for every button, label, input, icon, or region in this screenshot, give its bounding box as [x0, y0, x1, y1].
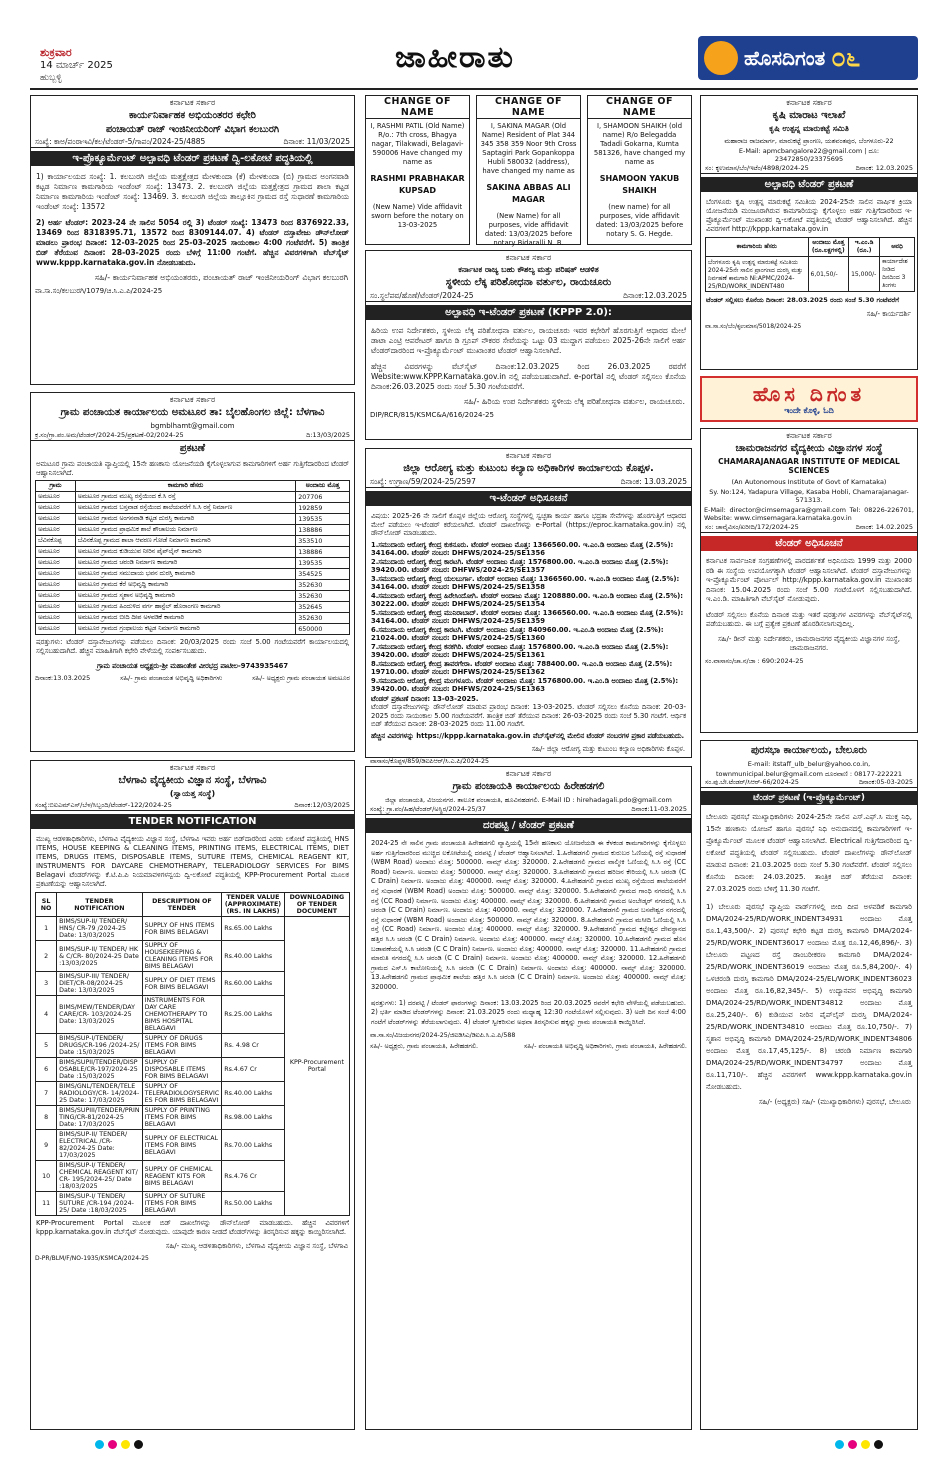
contact: E-Mail: apmcbangalore22@gmail.com | ದೂ: 23472850/23375695 [738, 147, 880, 163]
signature: ಸಹಿ/- ಜಿಲ್ಲಾ ಆರೋಗ್ಯ ಮತ್ತು ಕುಟುಂಬ ಕಲ್ಯಾಣ ಅಧಿಕಾರಿಗಳು ಕೊಪ್ಪಳ. [531, 745, 685, 753]
office-name: ಕರ್ನಾಟಕ ರಾಜ್ಯ ಬಹು ಕೌಶಲ್ಯ ಮತ್ತು ಪರಿಷತ್ ಆಡಳಿತ [458, 265, 599, 274]
govt-label: ಕರ್ನಾಟಕ ಸರ್ಕಾರ [505, 451, 552, 460]
cell: BIMS/SUP-II/ TENDER/ ELECTRICAL /CR- 82/2024-25 Date: 17/03/2025 [57, 1130, 142, 1161]
contact: ಗ್ರಾಮ ಪಂಚಾಯತ ಅಧ್ಯಕ್ಷರು-ಶ್ರೀ ಮಹಾಂತೇಶ ವೀರಭದ್ರ ಪಾಟೀಲ-9743935467 [96, 662, 289, 670]
cn-body: I, SHAMOON SHAIKH (old name) R/o Belegadda Tadadi Gokarna, Kumta 581326, have changed my name as [593, 122, 686, 166]
page-number: ೦೬ [831, 42, 861, 73]
ad-krishi [700, 95, 918, 370]
cell: BIMS/SUP-I/TENDER/ DRUGS/CR-196 /2024-25/ Date :15/03/2025 [57, 1034, 142, 1058]
cell: 650000 [296, 624, 350, 635]
cell: SUPPLY OF CHEMICAL REAGENT KITS FOR BIMS BELAGAVI [142, 1161, 222, 1192]
cell: ಅಮಟೂರ ಗ್ರಾಮದ ಪ್ರಾಥಮಿಕ ಶಾಲೆ ಶೌಚಾಲಯ ನಿರ್ಮಾಣ [75, 525, 296, 536]
footer-code: ವಾಸಾಸಂ/ಕೊಪ್ಪಳ/859/ಡಿಐಪಿಆರ್/ಸಿ.ಎ.ಪಿ/2024-25 [370, 758, 489, 765]
cn-tail: (New Name) for all purposes, vide affidavit dated: 13/03/2025 before notary Bidaralli N. B. [484, 212, 573, 247]
tender-item: 2.ಸಮುದಾಯ ಆರೋಗ್ಯ ಕೇಂದ್ರ ಕಾರಟಗಿ. ಟೆಂಡರ್ ಅಂದಾಜು ಮೊತ್ತ: 1576800.00. ಇ.ಎಂ.ಡಿ ಅಂದಾಜು ಮೊತ್ತ (2.5%): 39420.00. ಟೆಂಡರ್ ನಂಬರ: DHFWS/2024-25/SE1357 [371, 557, 669, 574]
table-row [36, 525, 350, 536]
header-date: 14 ಮಾರ್ಚ್ 2025 [40, 60, 113, 71]
office-name: ಕೃಷಿ ಮಾರಾಟ ಇಲಾಖೆ [772, 110, 846, 121]
table-row [36, 917, 350, 941]
ref-date: ದಿನಾಂಕ: 14.02.2025 [855, 523, 913, 531]
tender-item: 5.ಸಮುದಾಯ ಆರೋಗ್ಯ ಕೇಂದ್ರ ಮುನಿರಾಬಾದ್. ಟೆಂಡರ್ ಅಂದಾಜು ಮೊತ್ತ: 1366560.00. ಇ.ಎಂ.ಡಿ ಅಂದಾಜು ಮೊತ್ತ (2.5%): 34164.00. ಟೆಂಡರ್ ನಂಬರ: DHFWS/2024-25/SE1359 [371, 608, 684, 625]
cyan-dot-icon [95, 1440, 104, 1449]
cell: ಅಮಟೂರ ಗ್ರಾಮದ ಬೀದಿ ದೀಪ ಅಳವಡಿಕೆ ಕಾಮಗಾರಿ [75, 613, 296, 624]
works-list: 1) ಬೇಲೂರು ಪುರಸಭೆ ವ್ಯಾಪ್ತಿಯ ವಾರ್ಡ್‌ಗಳಲ್ಲಿ ಬೀದಿ ದೀಪ ಅಳವಡಿಕೆ ಕಾಮಗಾರಿ DMA/2024-25/RD/WORK_INDENT34931 ಅಂದಾಜು ಮೊತ್ತ ರೂ.1,43,500/-. 2) ಪುರಸಭೆ ಕಛೇರಿ ಕಟ್ಟಡ ದುರಸ್ತಿ ಕಾಮಗಾರಿ DMA/2024-25/RD/WORK_INDENT36017 ಅಂದಾಜು ಮೊತ್ತ ರೂ.12,46,896/-. 3) ಬೇಲೂರು ಪಟ್ಟಣದ ರಸ್ತೆ ಡಾಂಬರೀಕರಣ ಕಾಮಗಾರಿ DMA/2024-25/RD/WORK_INDENT36019 ಅಂದಾಜು ಮೊತ್ತ ರೂ.5,84,200/-. 4) ಒಳಚರಂಡಿ ದುರಸ್ತಿ ಕಾಮಗಾರಿ DMA/2024-25/EL/WORK_INDENT36023 ಅಂದಾಜು ಮೊತ್ತ ರೂ.16,82,345/-. 5) ಉದ್ಯಾನವನ ಅಭಿವೃದ್ಧಿ ಕಾಮಗಾರಿ DMA/2024-25/RD/WORK_INDENT34812 ಅಂದಾಜು ಮೊತ್ತ ರೂ.25,240/-. 6) ಕುಡಿಯುವ ನೀರಿನ ಪೈಪ್‌ಲೈನ್ ದುರಸ್ತಿ DMA/2024-25/RD/WORK_INDENT34810 ಅಂದಾಜು ಮೊತ್ತ ರೂ.10,750/-. 7) ಸ್ಮಶಾನ ಅಭಿವೃದ್ಧಿ ಕಾಮಗಾರಿ DMA/2024-25/RD/WORK_INDENT34806 ಅಂದಾಜು ಮೊತ್ತ ರೂ.17,45,125/-. 8) ಚರಂಡಿ ನಿರ್ಮಾಣ ಕಾಮಗಾರಿ DMA/2024-25/RD/WORK_INDENT34797 ಅಂದಾಜು ಮೊತ್ತ ರೂ.11,710/-. ಹೆಚ್ಚಿನ ವಿವರಗಳಿಗೆ www.kppp.karnataka.gov.in ನೋಡಬಹುದು. [706, 903, 912, 1091]
cell: ಬೆವಿನಕೊಪ್ಪ [36, 536, 76, 547]
ad-hirehadagali [365, 766, 692, 1430]
ref-line [366, 477, 691, 488]
ref-number: ಸಂ.ಪು.ಬೇ.ಟೆಂಡರ್/ಸಿಆರ್-66/2024-25 [705, 779, 799, 786]
cell: 352630 [296, 591, 350, 602]
footer-code: ವಾ.ಸಾ.ಸಂ/ವಿಜಯನಗರ/2024-25/ಜಿಐಡಿಸಿಎ/ಡಿಐಪಿ.ಸಿ.ಎ.ಪಿ/588 [370, 1032, 516, 1040]
cell: SUPPLY OF ELECTRICAL ITEMS FOR BIMS BELAGAVI [142, 1130, 222, 1161]
sub-title: (An Autonomous Institute of Govt of Karnataka) [731, 478, 887, 486]
col-header: ಅಂದಾಜು ಮೊತ್ತ [296, 481, 350, 492]
cell: 352630 [296, 580, 350, 591]
table-row [36, 613, 350, 624]
table-row [36, 624, 350, 635]
table-row [706, 257, 915, 292]
cyan-dot-icon [835, 1440, 844, 1449]
cell: SUPPLY OF HNS ITEMS FOR BIMS BELAGAVI [142, 917, 222, 941]
office-name: ಗ್ರಾಮ ಪಂಚಾಯತ ಕಾರ್ಯಾಲಯ ಅಮಟೂರ ತಾ: ಬೈಲಹೊಂಗಲ ಜಿಲ್ಲೆ: ಬೆಳಗಾವಿ [60, 407, 325, 418]
notice-title: ದರಪಟ್ಟಿ / ಟೆಂಡರ್ ಪ್ರಕಟಣೆ [366, 818, 691, 833]
cell: ಅಮಟೂರ ಗ್ರಾಮದ ಬಸ್ತವಾಡ ರಸ್ತೆಯಿಂದ ಶಾಲೆಯವರೆಗೆ ಸಿ.ಸಿ ರಸ್ತೆ ನಿರ್ಮಾಣ [75, 503, 296, 514]
col-header: ಅಂದಾಜು ಮೊತ್ತ (ರೂ.ಲಕ್ಷಗಳಲ್ಲಿ) [808, 238, 849, 257]
header-day: ಶುಕ್ರವಾರ [40, 46, 72, 59]
ad-kalaburagi [30, 95, 355, 385]
table-row [36, 503, 350, 514]
cell: SUPPLY OF SUTURE ITEMS FOR BIMS BELAGAVI [142, 1192, 222, 1216]
cell: 15,000/- [849, 257, 880, 292]
website: ಹೆಚ್ಚಿನ ವಿವರಗಳನ್ನು https://kppp.karnataka.gov.in ವೆಬ್‌ಸೈಟ್‌ನಲ್ಲಿ ಮೇಲಿನ ಟೆಂಡರ್ ನಂಬರಗಳ ಪ್ರಕಾರ ಪಡೆಯಬಹುದು. [371, 731, 685, 740]
cell: 5 [36, 1034, 57, 1058]
cell: Rs.98.00 Lakhs [222, 1106, 285, 1130]
office-name-kn: ಚಾಮರಾಜನಗರ ವೈದ್ಯಕೀಯ ವಿಜ್ಞಾನಗಳ ಸಂಸ್ಥೆ [735, 443, 883, 454]
tender-item: 4.ಸಮುದಾಯ ಆರೋಗ್ಯ ಕೇಂದ್ರ ಹಿರೇಸಿಂದೋಗಿ. ಟೆಂಡರ್ ಅಂದಾಜು ಮೊತ್ತ: 1208880.00. ಇ.ಎಂ.ಡಿ ಅಂದಾಜು ಮೊತ್ತ (2.5%): 30222.00. ಟೆಂಡರ್ ನಂಬರ: DHFWS/2024-25/SE1354 [371, 591, 683, 608]
cn-title: CHANGE OF NAME [477, 96, 580, 119]
cell: ಅಮಟೂರ [36, 503, 76, 514]
ref-number: ಸಂಖ್ಯೆ: ಕಾಅ/ಪಂರಾಇವಿ/ಕಲ/ಟೆಂಡರ್-5/ಗಾಪಂ/2024-25/4885 [35, 137, 206, 146]
ad-belur [700, 740, 918, 1430]
cell: SUPPLY OF DISPOSABLE ITEMS FOR BIMS BELAGAVI [142, 1058, 222, 1082]
email-2: townmunicipal.belur@gmail.com ದೂರವಾಣಿ : 08177-222221 [715, 770, 902, 778]
cell: Rs.4.67 Cr [222, 1058, 285, 1082]
sub-title: (ಸ್ವಾಯತ್ತ ಸಂಸ್ಥೆ) [169, 789, 216, 798]
black-dot-icon [134, 1440, 143, 1449]
cell: BIMS/SUP-II/ TENDER/ HK & C/CR- 80/2024-25 Date :13/03/2025 [57, 941, 142, 972]
ref-date: ದಿನಾಂಕ:11-03.2025 [631, 805, 687, 813]
govt-label: ಕರ್ನಾಟಕ ಸರ್ಕಾರ [169, 395, 216, 404]
cell: BIMS/SUP-I/ TENDER/ SUTURE /CR-194 /2024-25/ Date :18/03/2025 [57, 1192, 142, 1216]
dept-name: ಕೃಷಿ ಉತ್ಪನ್ನ ಮಾರುಕಟ್ಟೆ ಸಮಿತಿ [769, 124, 849, 133]
cell: 354525 [296, 569, 350, 580]
ref-line [701, 779, 917, 788]
cell: SUPPLY OF DIET ITEMS FOR BIMS BELAGAVI [142, 972, 222, 996]
table-header-row [36, 481, 350, 492]
notice-body: KPP-Procurement Portal ಮೂಲಕ ಬಿಡ್ ದಾಖಲೆಗಳನ್ನು ಡೌನ್‌ಲೋಡ್ ಮಾಡಬಹುದು. ಹೆಚ್ಚಿನ ವಿವರಗಳಿಗೆ kppp.karnataka.gov.in ವೆಬ್‌ಸೈಟ್ ನೋಡುವುದು. ಯಾವುದೇ ಕಾರಣ ನೀಡದೆ ಟೆಂಡರ್‌ಗಳನ್ನು ತಿರಸ್ಕರಿಸುವ ಹಕ್ಕನ್ನು ಕಾಯ್ದಿರಿಸಲಾಗಿದೆ. [36, 1219, 349, 1236]
cell: INSTRUMENTS FOR DAY CARE CHEMOTHERAPY TO BIMS HOSPITAL BELAGAVI [142, 996, 222, 1034]
promo-title: ಹೊಸ ದಿಗಂತ [752, 382, 866, 406]
ad-amatur [30, 392, 355, 752]
notice-body: 1) ಕಾರ್ಯಾಲಯದ ಸಂಖ್ಯೆ: 1. ಕಲಬುರಗಿ ಜಿಲ್ಲೆಯ ಮತ್ತಕ್ಷೇತ್ರದ ಮೇಳಕುಂದಾ (ಕೆ) ಮೇಳಕುಂದಾ (ಬಿ) ಗ್ರಾಮದ ಅಂಗನವಾಡಿ ಕಟ್ಟಡ ನಿರ್ಮಾಣ ಕಾಮಗಾರಿಯ ಇಂಡೆಂಟ್ ಸಂಖ್ಯೆ: 13473. 2. ಕಲಬುರಗಿ ಜಿಲ್ಲೆಯ ಮತ್ತಕ್ಷೇತ್ರದ ಗ್ರಾಮದ ಶಾಲಾ ಕಟ್ಟಡ ನಿರ್ಮಾಣ ಕಾಮಗಾರಿಯ ಇಂಡೆಂಟ್ ಸಂಖ್ಯೆ: 13469. 3. ಕಲಬುರಗಿ ಜಿಲ್ಲೆಯ ತಾಲ್ಲೂಕಿನ ಗ್ರಾಮದ ರಸ್ತೆ ಸುಧಾರಣೆ ಕಾಮಗಾರಿಯ ಇಂಡೆಂಟ್ ಸಂಖ್ಯೆ: 13572 [36, 172, 349, 211]
cell: 139535 [296, 558, 350, 569]
footer-code: DIP/RCR/815/KSMC&A/616/2024-25 [370, 411, 494, 419]
cell: ಅಮಟೂರ ಗ್ರಾಮದ ಮುಖ್ಯ ರಸ್ತೆಯಿಂದ ಕೆ.ಸಿ ರಸ್ತೆ [75, 492, 296, 503]
govt-label: ಕರ್ನಾಟಕ ಸರ್ಕಾರ [505, 253, 552, 262]
sun-icon [704, 41, 738, 75]
notice-body: 2024-25 ನೇ ಸಾಲಿನ ಗ್ರಾಮ ಪಂಚಾಯತಿ ಹಿರೇಹಡಗಲಿ ವ್ಯಾಪ್ತಿಯಲ್ಲಿ 15ನೇ ಹಣಕಾಸು ಯೋಜನೆಯಡಿ ಈ ಕೆಳಕಂಡ ಕಾಮಗಾರಿಗಳನ್ನು ಕೈಗೊಳ್ಳಲು ಅರ್ಹ ಗುತ್ತಿಗೆದಾರರಿಂದ ಮುಚ್ಚಿದ ಲಕೋಟೆಯಲ್ಲಿ ದರಪಟ್ಟಿ / ಟೆಂಡರ್ ಆಹ್ವಾನಿಸಲಾಗಿದೆ. 1.ಹಿರೇಹಡಗಲಿ ಗ್ರಾಮದ ಕುರುಬರ ಓಣಿಯಲ್ಲಿ ರಸ್ತೆ ಸುಧಾರಣೆ (WBM Road) ಅಂದಾಜು ಮೊತ್ತ: 500000. ನಾಮ್ಸ್ ಮೊತ್ತ: 320000. 2.ಹಿರೇಹಡಗಲಿ ಗ್ರಾಮದ ವಾಲ್ಮೀಕಿ ಓಣಿಯಲ್ಲಿ ಸಿ.ಸಿ ರಸ್ತೆ (CC Road) ನಿರ್ಮಾಣ. ಅಂದಾಜು ಮೊತ್ತ: 500000. ನಾಮ್ಸ್ ಮೊತ್ತ: 320000. 3.ಹಿರೇಹಡಗಲಿ ಗ್ರಾಮದ ಹರಿಜನ ಕೇರಿಯಲ್ಲಿ ಸಿ.ಸಿ ಚರಂಡಿ (C C Drain) ನಿರ್ಮಾಣ. ಅಂದಾಜು ಮೊತ್ತ: 400000. ನಾಮ್ಸ್ ಮೊತ್ತ: 320000. 4.ಹಿರೇಹಡಗಲಿ ಗ್ರಾಮದ ಮುಖ್ಯ ರಸ್ತೆಯಿಂದ ಶಾಲೆಯವರೆಗೆ ರಸ್ತೆ ಸುಧಾರಣೆ (WBM Road) ಅಂದಾಜು ಮೊತ್ತ: 500000. ನಾಮ್ಸ್ ಮೊತ್ತ: 320000. 5.ಹಿರೇಹಡಗಲಿ ಗ್ರಾಮದ ಗಾಂಧಿ ನಗರದಲ್ಲಿ ಸಿ.ಸಿ ರಸ್ತೆ (CC Road) ನಿರ್ಮಾಣ. ಅಂದಾಜು ಮೊತ್ತ: 400000. ನಾಮ್ಸ್ ಮೊತ್ತ: 320000. 6.ಹಿರೇಹಡಗಲಿ ಗ್ರಾಮದ ಅಂಬೇಡ್ಕರ್ ನಗರದಲ್ಲಿ ಸಿ.ಸಿ ಚರಂಡಿ (C C Drain) ನಿರ್ಮಾಣ. ಅಂದಾಜು ಮೊತ್ತ: 400000. ನಾಮ್ಸ್ ಮೊತ್ತ: 320000. 7.ಹಿರೇಹಡಗಲಿ ಗ್ರಾಮದ ಬಸವೇಶ್ವರ ನಗರದಲ್ಲಿ ರಸ್ತೆ ಸುಧಾರಣೆ (WBM Road) ಅಂದಾಜು ಮೊತ್ತ: 500000. ನಾಮ್ಸ್ ಮೊತ್ತ: 320000. 8.ಹಿರೇಹಡಗಲಿ ಗ್ರಾಮದ ಮಸೀದಿ ಓಣಿಯಲ್ಲಿ ಸಿ.ಸಿ ರಸ್ತೆ (CC Road) ನಿರ್ಮಾಣ. ಅಂದಾಜು ಮೊತ್ತ: 400000. ನಾಮ್ಸ್ ಮೊತ್ತ: 320000. 9.ಹಿರೇಹಡಗಲಿ ಗ್ರಾಮದ ಕಲ್ಲೇಶ್ವರ ದೇವಸ್ಥಾನದ ಹತ್ತಿರ ಸಿ.ಸಿ ಚರಂಡಿ (C C Drain) ನಿರ್ಮಾಣ. ಅಂದಾಜು ಮೊತ್ತ: 400000. ನಾಮ್ಸ್ ಮೊತ್ತ: 320000. 10.ಹಿರೇಹಡಗಲಿ ಗ್ರಾಮದ ಹೊಸ ಬಡಾವಣೆಯಲ್ಲಿ ಸಿ.ಸಿ ಚರಂಡಿ (C C Drain) ನಿರ್ಮಾಣ. ಅಂದಾಜು ಮೊತ್ತ: 400000. ನಾಮ್ಸ್ ಮೊತ್ತ: 320000. 11.ಹಿರೇಹಡಗಲಿ ಗ್ರಾಮದ ಮಾರುತಿ ನಗರದಲ್ಲಿ ಸಿ.ಸಿ ಚರಂಡಿ (C C Drain) ನಿರ್ಮಾಣ. ಅಂದಾಜು ಮೊತ್ತ: 400000. ನಾಮ್ಸ್ ಮೊತ್ತ: 320000. 12.ಹಿರೇಹಡಗಲಿ ಗ್ರಾಮದ ಎಸ್.ಸಿ ಕಾಲೋನಿಯಲ್ಲಿ ಸಿ.ಸಿ ಚರಂಡಿ (C C Drain) ನಿರ್ಮಾಣ. ಅಂದಾಜು ಮೊತ್ತ: 400000. ನಾಮ್ಸ್ ಮೊತ್ತ: 320000. 13.ಹಿರೇಹಡಗಲಿ ಗ್ರಾಮದ ಪ್ರಾಥಮಿಕ ಶಾಲೆಯ ಹತ್ತಿರ ಸಿ.ಸಿ ಚರಂಡಿ (C C Drain) ನಿರ್ಮಾಣ. ಅಂದಾಜು ಮೊತ್ತ: 400000. ನಾಮ್ಸ್ ಮೊತ್ತ: 320000. [371, 839, 686, 991]
ref-line [31, 801, 354, 811]
header-city: ಹುಬ್ಬಳ್ಳಿ [40, 73, 62, 83]
yellow-dot-icon [121, 1440, 130, 1449]
cell: 9 [36, 1130, 57, 1161]
govt-label: ಕರ್ನಾಟಕ ಸರ್ಕಾರ [169, 763, 216, 772]
notice-title: ಪ್ರಕಟಣೆ [179, 443, 206, 454]
col-header: ಇ.ಎಂ.ಡಿ (ರೂ.) [849, 238, 880, 257]
cell: 6,01,50/- [808, 257, 849, 292]
ad-chamarajanagar [700, 428, 918, 733]
ref-number: ಸಂಖ್ಯೆ:ಬಿಐಎಮ್ಎಸ್/ಬೆಳ/ಸಿಬ್ಬಂದಿ/ಟೆಂಡರ್-122/2024-25 [35, 801, 172, 809]
col-header: ಕಾಮಗಾರಿ ಹೆಸರು [75, 481, 296, 492]
tender-table [35, 892, 350, 1216]
ref-line [701, 523, 917, 533]
ref-number: ಸಂಖ್ಯೆ: ಉಗ್ರಾಣ/59/2024-25/2597 [370, 477, 476, 486]
table-row [36, 536, 350, 547]
cell: Rs. 4.98 Cr [222, 1034, 285, 1058]
cn-body: I, RASHMI PATIL (Old Name) R/o.: 7th cross, Bhagya nagar, Tilakwadi, Belagavi- 590006 Have changed my name as [370, 122, 465, 166]
tender-item: 6.ಸಮುದಾಯ ಆರೋಗ್ಯ ಕೇಂದ್ರ ಕಾರಟಗಿ. ಟೆಂಡರ್ ಅಂದಾಜು ಮೊತ್ತ: 840960.00. ಇ.ಎಂ.ಡಿ ಅಂದಾಜು ಮೊತ್ತ (2.5%): 21024.00. ಟೆಂಡರ್ ನಂಬರ: DHFWS/2024-25/SE1360 [371, 625, 664, 642]
address: Sy. No:124, Yadapura Village, Kasaba Hobli, Chamarajanagar-571313. [709, 488, 909, 504]
cell: 138886 [296, 525, 350, 536]
deadline: ಟೆಂಡರ್ ಸಲ್ಲಿಸಲು ಕೊನೆಯ ದಿನಾಂಕ: 28.03.2025 ರಂದು ಸಂಜೆ 5.30 ಗಂಟೆವರೆಗೆ [706, 296, 900, 304]
intro: ಅಮಟೂರ ಗ್ರಾಮ ಪಂಚಾಯತಿ ವ್ಯಾಪ್ತಿಯಲ್ಲಿ 15ನೇ ಹಣಕಾಸು ಯೋಜನೆಯಡಿ ಕೈಗೊಳ್ಳಲಾಗುವ ಕಾಮಗಾರಿಗಳಿಗೆ ಅರ್ಹ ಗುತ್ತಿಗೆದಾರರಿಂದ ಟೆಂಡರ್ ಆಹ್ವಾನಿಸಲಾಗಿದೆ. [36, 460, 349, 477]
yellow-dot-icon [861, 1440, 870, 1449]
col-header: ಗ್ರಾಮ [36, 481, 76, 492]
table-row [36, 569, 350, 580]
footer-code: ಸಂ.ವಾಸಾಸಂ/ಚಾ.ನ/ಜಾ : 690:2024-25 [705, 656, 804, 665]
col-header: DOWNLOADING OF TENDER DOCUMENT [284, 893, 349, 917]
table-row [36, 558, 350, 569]
cell: ಅಮಟೂರ ಗ್ರಾಮದ ಹಿಂದುಳಿದ ವರ್ಗ ಹಾಸ್ಟೆಲ್ ಹೊರಾಂಗಣ ಕಾಮಗಾರಿ [75, 602, 296, 613]
cell: BIMS/SUPIII/TENDER/PRIN TING/CR-81/2024-25 Date: 17/03/2025 [57, 1106, 142, 1130]
cn-title: CHANGE OF NAME [366, 96, 469, 119]
ref-line [701, 164, 917, 174]
sig-left: ಸಹಿ/- ಗ್ರಾಮ ಪಂಚಾಯತ ಅಭಿವೃದ್ಧಿ ಅಧಿಕಾರಿಗಳು [120, 674, 223, 682]
intro: ಮುಖ್ಯ ಆಡಳಿತಾಧಿಕಾರಿಗಳು, ಬೆಳಗಾವಿ ವೈದ್ಯಕೀಯ ವಿಜ್ಞಾನ ಸಂಸ್ಥೆ, ಬೆಳಗಾವಿ ಇವರು ಅರ್ಹ ಬಿಡ್‌ದಾರರಿಂದ ಎರಡು ಲಕೋಟೆ ಪದ್ಧತಿಯಲ್ಲಿ HNS ITEMS, HOUSE KEEPING & CLEANING ITEMS, PRINTING ITEMS, ELECTRICAL ITEMS, DIET ITEMS, DRUGS ITEMS, DISPOSABLE ITEMS, SUTURE ITEMS, CHEMICAL REAGENT KIT, INSTRUMENTS FOR DAYCARE CHEMOTHERAPY, TELERADIOLOGY SERVICES For BIMS Belagavi ಟೆಂಡರ್‌ಗಳನ್ನು ಕೆ.ಟಿ.ಪಿ.ಪಿ ನಿಯಮಾವಳಿಗಳನ್ವಯ ದ್ವಿ-ಲಕೋಟೆ ಪದ್ಧತಿಯಲ್ಲಿ KPP-Procurement Portal ಮೂಲಕ ಪ್ರಕಟಣೆಯನ್ನು ಆಹ್ವಾನಿಸಲಾಗಿದೆ. [36, 835, 349, 888]
cell: Rs.40.00 Lakhs [222, 1082, 285, 1106]
signature-line [31, 674, 354, 683]
cell: 6 [36, 1058, 57, 1082]
ad-belagavi-bims [30, 760, 355, 1430]
cell: Rs.50.00 Lakhs [222, 1192, 285, 1216]
email: bgmblhamt@gmail.com [150, 422, 235, 430]
cell: Rs.65.00 Lakhs [222, 917, 285, 941]
cell: Rs.25.00 Lakhs [222, 996, 285, 1034]
sig-right: ಸಹಿ/- ಅಧ್ಯಕ್ಷರು ಗ್ರಾಮ ಪಂಚಾಯತ ಅಮಟೂರ [252, 674, 350, 682]
ref-date: ದಿನಾಂಕ:12/03/2025 [294, 801, 350, 809]
cell: ಅಮಟೂರ ಗ್ರಾಮದ ಗ್ರಂಥಾಲಯ ಕಟ್ಟಡ ನಿರ್ಮಾಣ ಕಾಮಗಾರಿ [75, 624, 296, 635]
cell: ಅಮಟೂರ [36, 624, 76, 635]
col-header: DESCRIPTION OF TENDER [142, 893, 222, 917]
contact: E-Mail: director@cimsemagara@gmail.com Tel: 08226-226701, Website: www.cimsemagara.karnataka.gov.in [704, 506, 914, 522]
change-of-name-3 [587, 95, 692, 245]
tender-item: 9.ಸಮುದಾಯ ಆರೋಗ್ಯ ಕೇಂದ್ರ ಮಂಗಳೂರು. ಟೆಂಡರ್ ಅಂದಾಜು ಮೊತ್ತ: 1576800.00. ಇ.ಎಂ.ಡಿ ಅಂದಾಜು ಮೊತ್ತ (2.5%): 39420.00. ಟೆಂಡರ್ ನಂಬರ: DHFWS/2024-25/SE1363 [371, 676, 679, 693]
cell: ಅಮಟೂರ [36, 492, 76, 503]
cell: 11 [36, 1192, 57, 1216]
sig-left: ಸಹಿ/- ಅಧ್ಯಕ್ಷರು, ಗ್ರಾಮ ಪಂಚಾಯತಿ, ಹಿರೇಹಡಗಲಿ. [370, 1042, 479, 1051]
cn-tail: (new name) for all purposes, vide affidavit dated: 13/03/2025 before notary S. G. Hegde. [595, 203, 684, 238]
cell: SUPPLY OF DRUGS ITEMS FOR BIMS BELAGAVI [142, 1034, 222, 1058]
tender-item: 3.ಸಮುದಾಯ ಆರೋಗ್ಯ ಕೇಂದ್ರ ಯಲಬುರ್ಗಾ. ಟೆಂಡರ್ ಅಂದಾಜು ಮೊತ್ತ: 1366560.00. ಇ.ಎಂ.ಡಿ ಅಂದಾಜು ಮೊತ್ತ (2.5%): 34164.00. ಟೆಂಡರ್ ನಂಬರ: DHFWS/2024-25/SE1358 [371, 574, 680, 591]
cell: BIMS/SUP-III/ TENDER/ DIET/CR-08/2024-25 Date: 13/03/2025 [57, 972, 142, 996]
col-header: ಕಾಮಗಾರಿಯ ಹೆಸರು [706, 238, 809, 257]
cell: ಅಮಟೂರ [36, 525, 76, 536]
cell: SUPPLY OF PRINTING ITEMS FOR BIMS BELAGAVI [142, 1106, 222, 1130]
cell: ಅಮಟೂರ ಗ್ರಾಮದ ಕುಡಿಯುವ ನೀರಿನ ಪೈಪ್‌ಲೈನ್ ಕಾಮಗಾರಿ [75, 547, 296, 558]
ref-date: ದಿನಾಂಕ: 13.03.2025 [620, 477, 687, 486]
signature: ಸಹಿ/- ಡೀನ್ ಮತ್ತು ನಿರ್ದೇಶಕರು, ಚಾಮರಾಜನಗರ ವೈದ್ಯಕೀಯ ವಿಜ್ಞಾನಗಳ ಸಂಸ್ಥೆ, ಚಾಮರಾಜನಗರ. [717, 634, 901, 652]
cell: Rs.40.00 Lakhs [222, 941, 285, 972]
promo-tagline: ಇಂದೇ ಕೊಳ್ಳಿ, ಓದಿ [784, 406, 834, 415]
cell: SUPPLY OF HOUSEKEEPING & CLEANING ITEMS FOR BIMS BELAGAVI [142, 941, 222, 972]
col-header: ಅವಧಿ [880, 238, 915, 257]
cell: Rs.4.76 Cr [222, 1161, 285, 1192]
office-name-en: CHAMARAJANAGAR INSTITUTE OF MEDICAL SCIENCES [718, 457, 900, 475]
registration-marks-right [835, 1440, 883, 1450]
table-row [36, 514, 350, 525]
ref-number: ಸಂ.ಸ್ಥಲೆಪವ/ಹೊಣೆ/ಟೆಂಡರ್/2024-25 [370, 291, 474, 300]
col-header: SL NO [36, 893, 57, 917]
notice-body: ಹಿರಿಯ ಉಪ ನಿರ್ದೇಶಕರು, ಸ್ಥಳೀಯ ಲೆಕ್ಕ ಪರಿಶೋಧನಾ ವರ್ತುಲ, ರಾಯಚೂರು ಇವರ ಕಛೇರಿಗೆ ಹೊರಗುತ್ತಿಗೆ ಆಧಾರದ ಮೇಲೆ ಡಾಟಾ ಎಂಟ್ರಿ ಆಪರೇಟರ್ ಹಾಗೂ ಡಿ ಗ್ರೂಪ್ ನೌಕರರ ಸೇವೆಯನ್ನು ಒಟ್ಟು 03 ಮುದ್ದಾಗ ಪಡೆಯಲು 2025-26ನೇ ಸಾಲಿಗೆ ಅರ್ಹ ಟೆಂಡರ್‌ದಾರರಿಂದ ಇ-ಪ್ರೊಕ್ಯೂರ್ಮೆಂಟ್ ಮುಖಾಂತರ ಟೆಂಡರ್ ಆಹ್ವಾನಿಸಲಾಗಿದೆ. [371, 326, 686, 355]
signature-line [366, 1042, 691, 1051]
ref-date: ದಿನಾಂಕ: 11/03/2025 [283, 137, 350, 146]
footer-code: D-PR/BLM/F/NO-1935/KSMCA/2024-25 [35, 1255, 149, 1262]
magenta-dot-icon [848, 1440, 857, 1449]
signature: ಸಹಿ/- ಕಾರ್ಯದರ್ಶಿ [866, 310, 911, 318]
logo-text: ಹೊಸದಿಗಂತ [744, 46, 826, 70]
cell: BIMS/MEW/TENDER/DAY CARE/CR- 103/2024-25 Date: 13/03/2025 [57, 996, 142, 1034]
cell: ಅಮಟೂರ [36, 514, 76, 525]
intro: ವಿಷಯ: 2025-26 ನೇ ಸಾಲಿಗೆ ಕೊಪ್ಪಳ ಜಿಲ್ಲೆಯ ಆರೋಗ್ಯ ಸಂಸ್ಥೆಗಳಲ್ಲಿ ಸ್ವಚ್ಛತಾ ಕಾರ್ಯ ಹಾಗೂ ಭದ್ರತಾ ಸೇವೆಗಳನ್ನು ಹೊರಗುತ್ತಿಗೆ ಆಧಾರದ ಮೇಲೆ ಪಡೆಯಲು ಇ-ಟೆಂಡರ್ ಕರೆಯಲಾಗಿದೆ. ಟೆಂಡರ್ ದಾಖಲೆಗಳನ್ನು e-Portal (https://eproc.karnataka.gov.in) ನಲ್ಲಿ ಡೌನ್‌ಲೋಡ್ ಮಾಡಬಹುದು. [371, 512, 686, 537]
cell: ಅಮಟೂರ ಗ್ರಾಮದ ಕೆರೆ ಅಭಿವೃದ್ಧಿ ಕಾಮಗಾರಿ [75, 580, 296, 591]
dept-name: ಪಂಚಾಯತ್ ರಾಜ್ ಇಂಜಿನೀಯರಿಂಗ್ ವಿಭಾಗ ಕಲಬುರಗಿ [105, 124, 280, 135]
signature: ಸಹಿ/- ಕಾರ್ಯನಿರ್ವಾಹಕ ಅಭಿಯಂತರರು, ಪಂಚಾಯತ್ ರಾಜ್ ಇಂಜಿನೀಯರಿಂಗ್ ವಿಭಾಗ ಕಲಬುರಗಿ [94, 273, 348, 282]
table-row [36, 547, 350, 558]
notice-body: ಬೇಲೂರು ಪುರಸಭೆ ಮುಖ್ಯಾಧಿಕಾರಿಗಳು 2024-25ನೇ ಸಾಲಿನ ಎಸ್.ಎಫ್.ಸಿ ಮುಕ್ತ ನಿಧಿ, 15ನೇ ಹಣಕಾಸು ಯೋಜನೆ ಹಾಗೂ ಪುರಸಭೆ ನಿಧಿ ಅನುದಾನದಲ್ಲಿ ಕಾಮಗಾರಿಗಳಿಗೆ ಇ-ಪ್ರೊಕ್ಯೂರ್ಮೆಂಟ್ ಮೂಲಕ ಟೆಂಡರ್ ಆಹ್ವಾನಿಸಲಾಗಿದೆ. Electrical ಗುತ್ತಿಗೆದಾರರಿಂದ ದ್ವಿ-ಲಕೋಟೆ ಪದ್ಧತಿಯಲ್ಲಿ ಟೆಂಡರ್ ಸಲ್ಲಿಸಬಹುದು. ಟೆಂಡರ್ ದಾಖಲೆಗಳನ್ನು ಡೌನ್‌ಲೋಡ್ ಮಾಡುವ ದಿನಾಂಕ: 21.03.2025 ರಂದು ಸಂಜೆ 5.30 ಗಂಟೆವರೆಗೆ. ಟೆಂಡರ್ ಸಲ್ಲಿಸಲು ಕೊನೆಯ ದಿನಾಂಕ: 24.03.2025. ತಾಂತ್ರಿಕ ಬಿಡ್ ತೆರೆಯುವ ದಿನಾಂಕ: 27.03.2025 ರಂದು ಬೆಳಿಗ್ಗೆ 11.30 ಗಂಟೆಗೆ. [706, 813, 912, 893]
notice-body: ಕರ್ನಾಟಕ ಸಾರ್ವಜನಿಕ ಸಂಗ್ರಹಣೆಗಳಲ್ಲಿ ಪಾರದರ್ಶಕತೆ ಅಧಿನಿಯಮ 1999 ಮತ್ತು 2000 ರಡಿ ಈ ಸಂಸ್ಥೆಯ ಉಪಯೋಗಕ್ಕಾಗಿ ಟೆಂಡರ್ ಆಹ್ವಾನಿಸಲಾಗಿದೆ. ಟೆಂಡರ್ ದಸ್ತಾವೇಜುಗಳನ್ನು ಇ-ಪ್ರೊಕ್ಯೂರ್ಮೆಂಟ್ ಪೋರ್ಟಲ್ http://kppp.karnataka.gov.in ಮುಖಾಂತರ ದಿನಾಂಕ: 15.04.2025 ರಂದು ಸಂಜೆ 5.00 ಗಂಟೆಯೊಳಗೆ ಸಲ್ಲಿಸಬಹುದಾಗಿದೆ. ಇ.ಎಂ.ಡಿ. ಮಾಹಿತಿಗಾಗಿ ವೆಬ್‌ಸೈಟ್ ನೋಡುವುದು. [706, 557, 912, 603]
header-rule [30, 88, 918, 90]
cell: BIMS/SUPII/TENDER/DISP OSABLE/CR-197/2024-25 Date :15/03/2025 [57, 1058, 142, 1082]
cell: 10 [36, 1161, 57, 1192]
change-of-name-1 [365, 95, 470, 245]
notice-body-2: 2) ಅರ್ಹ ಟೆಂಡರ್: 2023-24 ನೇ ಸಾಲಿನ 5054 ರಲ್ಲಿ 3) ಟೆಂಡರ್ ಸಂಖ್ಯೆ: 13473 ರಿಂದ 8376922.33, 13469 ರಿಂದ 8318395.71, 13572 ರಿಂದ 8309144.07. 4) ಟೆಂಡರ್ ದಸ್ತಾವೇಜು ಡೌನ್‌ಲೋಡ್ ಮಾಡಲು ಪ್ರಾರಂಭ ದಿನಾಂಕ: 12-03-2025 ರಿಂದ 25-03-2025 ಸಾಯಂಕಾಲ 4:00 ಗಂಟೆವರೆಗೆ. 5) ತಾಂತ್ರಿಕ ಬಿಡ್ ತೆರೆಯುವ ದಿನಾಂಕ: 28-03-2025 ರಂದು ಬೆಳಿಗ್ಗೆ 11:00 ಗಂಟೆಗೆ. ಹೆಚ್ಚಿನ ವಿವರಗಳಿಗಾಗಿ ವೆಬ್‌ಸೈಟ್ www.kppp.karnataka.gov.in ನೋಡಬಹುದು. [36, 218, 349, 267]
table-row [36, 580, 350, 591]
cell: ಅಮಟೂರ [36, 569, 76, 580]
govt-label: ಕರ್ನಾಟಕ ಸರ್ಕಾರ [786, 98, 832, 107]
ad-raichur [365, 250, 692, 440]
ad-koppal [365, 448, 692, 765]
cell: BIMS/SUP-II/ TENDER/ HNS/ CR-79 /2024-25 Date: 13/03/2025 [57, 917, 142, 941]
table-header-row [36, 893, 350, 917]
notice-title: ಅಲ್ಪಾವಧಿ ಟೆಂಡರ್ ಪ್ರಕಟಣೆ [701, 177, 917, 192]
registration-marks-left [95, 1440, 143, 1450]
works-table [35, 480, 350, 635]
notice-body: ಬೆಂಗಳೂರು ಕೃಷಿ ಉತ್ಪನ್ನ ಮಾರುಕಟ್ಟೆ ಸಮಿತಿಯ 2024-25ನೇ ಸಾಲಿನ ವಾರ್ಷಿಕ ಕ್ರಿಯಾ ಯೋಜನೆಯಡಿ ಮಂಜೂರಾಗಿರುವ ಕಾಮಗಾರಿಯನ್ನು ಕೈಗೊಳ್ಳಲು ಅರ್ಹ ಗುತ್ತಿಗೆದಾರರಿಂದ ಇ-ಪ್ರೊಕ್ಯೂರ್ಮೆಂಟ್ ಮುಖಾಂತರ ದ್ವಿ-ಲಕೋಟೆ ಪದ್ಧತಿಯಲ್ಲಿ ಟೆಂಡರ್ ಆಹ್ವಾನಿಸಲಾಗಿದೆ. ಹೆಚ್ಚಿನ ವಿವರಗಳಿಗೆ http://kppp.karnataka.gov.in [706, 198, 912, 233]
cell: 207706 [296, 492, 350, 503]
dept-name: ಸ್ಥಳೀಯ ಲೆಕ್ಕ ಪರಿಶೋಧನಾ ವರ್ತುಲ, ರಾಯಚೂರು [445, 277, 612, 288]
tender-item: 1.ಸಮುದಾಯ ಆರೋಗ್ಯ ಕೇಂದ್ರ ಕುಕನೂರು. ಟೆಂಡರ್ ಅಂದಾಜು ಮೊತ್ತ: 1366560.00. ಇ.ಎಂ.ಡಿ ಅಂದಾಜು ಮೊತ್ತ (2.5%): 34164.00. ಟೆಂಡರ್ ನಂಬರ: DHFWS/2024-25/SE1356 [371, 540, 674, 557]
ref-number: ಸಂ: ಕೃಉಮಾಸ/ಬೆಂ/ಇಟೆಂ/4898/2024-25 [705, 164, 809, 172]
change-of-name-2 [476, 95, 581, 245]
cell: 139535 [296, 514, 350, 525]
cell: ಅಮಟೂರ ಗ್ರಾಮದ ಸಮುದಾಯ ಭವನ ದುರಸ್ತಿ ಕಾಮಗಾರಿ [75, 569, 296, 580]
signature: ಸಹಿ/- (ಅಧ್ಯಕ್ಷರು) ಸಹಿ/- (ಮುಖ್ಯಾಧಿಕಾರಿಗಳು) ಪುರಸಭೆ, ಬೇಲೂರು [758, 1098, 911, 1106]
col-header: TENDER NOTIFICATION [57, 893, 142, 917]
cell: 192859 [296, 503, 350, 514]
sig-right: ಸಹಿ/- ಪಂಚಾಯತಿ ಅಭಿವೃದ್ಧಿ ಅಧಿಕಾರಿಗಳು, ಗ್ರಾಮ ಪಂಚಾಯತಿ, ಹಿರೇಹಡಗಲಿ. [523, 1042, 687, 1051]
page-title: ಜಾಹೀರಾತು [395, 40, 515, 75]
tender-items [366, 541, 691, 694]
cell: ಅಮಟೂರ ಗ್ರಾಮದ ಚರಂಡಿ ನಿರ್ಮಾಣ ಕಾಮಗಾರಿ [75, 558, 296, 569]
cell: ಅಮಟೂರ ಗ್ರಾಮದ ಅಂಗನವಾಡಿ ಕಟ್ಟಡ ದುರಸ್ತಿ ಕಾಮಗಾರಿ [75, 514, 296, 525]
cell: 352630 [296, 613, 350, 624]
table-row [36, 492, 350, 503]
cn-body: I, SAKINA MAGAR (Old Name) Resident of Plat 344 345 358 359 Noor 9th Cross Saptagiri Park Gopankoppa Hubli 580032 (address), have changed my name as [480, 122, 577, 175]
ref-date: ದಿನಾಂಕ:05-03-2025 [858, 779, 913, 786]
ref-number: ಸಂ: ಚಾವೈವಿಸಂ/ಖರೀದಿ/172/2024-25 [705, 523, 799, 531]
cell: 1 [36, 917, 57, 941]
cell: ಅಮಟೂರ [36, 613, 76, 624]
address: ಜಿಲ್ಲಾ ಪಂಚಾಯತಿ, ವಿಜಯನಗರ. ತಾಲೂಕ ಪಂಚಾಯತಿ, ಹೂವಿನಹಡಗಲಿ. E-Mail ID : hirehadagali.pdo@gmail.com [385, 796, 672, 804]
magenta-dot-icon [108, 1440, 117, 1449]
ref-date: ದಿನಾಂಕ:12.03.2025 [623, 291, 687, 300]
tender-item: 7.ಸಮುದಾಯ ಆರೋಗ್ಯ ಕೇಂದ್ರ ಕನಕಗಿರಿ. ಟೆಂಡರ್ ಅಂದಾಜು ಮೊತ್ತ: 1576800.00. ಇ.ಎಂ.ಡಿ ಅಂದಾಜು ಮೊತ್ತ (2.5%): 39420.00. ಟೆಂಡರ್ ನಂಬರ: DHFWS/2024-25/SE1361 [371, 642, 669, 659]
cell: 4 [36, 996, 57, 1034]
govt-label: ಕರ್ನಾಟಕ ಸರ್ಕಾರ [505, 769, 552, 778]
notice-title: ಅಲ್ಪಾವಧಿ ಇ-ಟೆಂಡರ್ ಪ್ರಕಟಣೆ (KPPP 2.0): [366, 305, 691, 320]
cell: ಅಮಟೂರ [36, 580, 76, 591]
cell: ಅಮಟೂರ ಗ್ರಾಮದ ಸ್ಮಶಾನ ಅಭಿವೃದ್ಧಿ ಕಾಮಗಾರಿ [75, 591, 296, 602]
cell: ಬೆಂಗಳೂರು ಕೃಷಿ ಉತ್ಪನ್ನ ಮಾರುಕಟ್ಟೆ ಸಮಿತಿಯ 2024-25ನೇ ಸಾಲಿನ ಪ್ರಾಂಗಣದ ದುರಸ್ತಿ ಮತ್ತು ನಿರ್ವಹಣೆ ಕಾಮಗಾರಿ Ni:APMC/2024-25/RD/WORK_INDENT480 [706, 257, 809, 292]
newspaper-logo [698, 36, 918, 80]
office-name: ಗ್ರಾಮ ಪಂಚಾಯತಿ ಕಾರ್ಯಾಲಯ ಹಿರೇಹಡಗಲಿ [452, 781, 605, 792]
ref-number: ಕ್ರ.ಸಂ/ಗ್ರಾ.ಪಂ.ಅಮ/ಟೆಂಡರ್/2024-25/ಪ್ರಕಟಣೆ-02/2024-25 [35, 431, 184, 439]
cell: 353510 [296, 536, 350, 547]
cell: ಬೆವಿನಕೊಪ್ಪ ಗ್ರಾಮದ ಶಾಲಾ ಆವರಣ ಗೋಡೆ ನಿರ್ಮಾಣ ಕಾಮಗಾರಿ [75, 536, 296, 547]
notice-title: TENDER NOTIFICATION [31, 814, 354, 829]
ref-line [366, 291, 691, 302]
govt-label: ಕರ್ನಾಟಕ ಸರ್ಕಾರ [169, 98, 216, 107]
office-name: ಬೆಳಗಾವಿ ವೈದ್ಯಕೀಯ ವಿಜ್ಞಾನ ಸಂಸ್ಥೆ, ಬೆಳಗಾವಿ [118, 775, 267, 786]
ref-line [366, 805, 691, 815]
office-name: ಕಾರ್ಯನಿರ್ವಾಹಕ ಅಭಿಯಂತರರ ಕಛೇರಿ [129, 110, 256, 121]
download-cell: KPP-Procurement Portal [284, 917, 349, 1216]
ref-line [31, 137, 354, 148]
table-row [36, 602, 350, 613]
notice-body-2: ಟೆಂಡರ್ ಸಲ್ಲಿಸಲು ಕೊನೆಯ ದಿನಾಂಕ ಮತ್ತು ಇತರೆ ಷರತ್ತುಗಳ ವಿವರಗಳನ್ನು ವೆಬ್‌ಸೈಟ್‌ನಲ್ಲಿ ಪಡೆಯಬಹುದು. ಈ ಬಗ್ಗೆ ಪ್ರತ್ಯೇಕ ಪ್ರಕಟಣೆ ಹೊರಡಿಸಲಾಗುವುದಿಲ್ಲ. [706, 610, 912, 628]
notice-title: ಇ-ಟೆಂಡರ್ ಅಧಿಸೂಚನೆ [366, 491, 691, 506]
cell: BIMS/SUP-I/ TENDER/ CHEMICAL REAGENT KIT/ CR- 195/2024-25/ Date :18/03/2025 [57, 1161, 142, 1192]
cell: ಅಮಟೂರ [36, 547, 76, 558]
table-header-row [706, 238, 915, 257]
conditions: ಷರತ್ತುಗಳು: 1) ದರಪಟ್ಟಿ / ಟೆಂಡರ್ ಫಾರಂಗಳನ್ನು ದಿನಾಂಕ: 13.03.2025 ರಿಂದ 20.03.2025 ರವರೆಗೆ ಕಛೇರಿ ವೇಳೆಯಲ್ಲಿ ಪಡೆಯಬಹುದು. 2) ಭರ್ತಿ ಮಾಡಿದ ಟೆಂಡರ್‌ಗಳನ್ನು ದಿನಾಂಕ: 21.03.2025 ರಂದು ಮಧ್ಯಾಹ್ನ 12:30 ಗಂಟೆಯೊಳಗೆ ಸಲ್ಲಿಸುವುದು. 3) ಅದೇ ದಿನ ಸಂಜೆ 4:00 ಗಂಟೆಗೆ ಟೆಂಡರ್‌ಗಳನ್ನು ತೆರೆಯಲಾಗುವುದು. 4) ಟೆಂಡರ್ ಸ್ವೀಕರಿಸುವ ಅಥವಾ ತಿರಸ್ಕರಿಸುವ ಹಕ್ಕನ್ನು ಗ್ರಾಮ ಪಂಚಾಯತಿ ಕಾಯ್ದಿರಿಸಿದೆ. [371, 998, 686, 1026]
cell: 138886 [296, 547, 350, 558]
cell: ಅಮಟೂರ [36, 602, 76, 613]
cell: Rs.60.00 Lakhs [222, 972, 285, 996]
cn-title: CHANGE OF NAME [588, 96, 691, 119]
cell: 7 [36, 1082, 57, 1106]
table-row [36, 591, 350, 602]
date-2: ದಿನಾಂಕ:13.03.2025 [35, 674, 91, 682]
cell: 3 [36, 972, 57, 996]
ref-date: ದಿನಾಂಕ: 12.03.2025 [855, 164, 913, 172]
hosa-digantha-promo [700, 376, 918, 422]
publish-date: ಟೆಂಡರ್ ಪ್ರಕಟಣೆ ದಿನಾಂಕ: 13-03-2025. [371, 694, 479, 703]
footer-code: ವಾ.ಸಾ.ಸಂ/ಕಲಬುರಗಿ/1079/ಚಿ.ಸಿ.ಎ.ಪಿ/2024-25 [35, 287, 163, 295]
govt-label: ಕರ್ನಾಟಕ ಸರ್ಕಾರ [786, 431, 832, 440]
cell: 8 [36, 1106, 57, 1130]
cell: 352645 [296, 602, 350, 613]
cn-new-name: RASHMI PRABHAKAR KUPSAD [370, 174, 465, 195]
ref-line [31, 431, 354, 441]
cell: SUPPLY OF TELERADIOLOGYSERVIC ES FOR BIMS BELAGAVI [142, 1082, 222, 1106]
black-dot-icon [874, 1440, 883, 1449]
cell: Rs.70.00 Lakhs [222, 1130, 285, 1161]
address: ಮಹಾರಾಜ ರಾಜಮಾರ್ಗ, ಮಾರುಕಟ್ಟೆ ಪ್ರಾಂಗಣ, ಯಶವಂತಪುರ, ಬೆಂಗಳೂರು-22 [724, 137, 894, 145]
notice-body: ಟೆಂಡರ್ ದಸ್ತಾವೇಜುಗಳನ್ನು ಡೌನ್‌ಲೋಡ್ ಮಾಡುವ ಪ್ರಾರಂಭ ದಿನಾಂಕ: 13-03-2025. ಟೆಂಡರ್ ಸಲ್ಲಿಸಲು ಕೊನೆಯ ದಿನಾಂಕ: 20-03-2025 ರಂದು ಸಾಯಂಕಾಲ 5.00 ಗಂಟೆಯವರೆಗೆ. ತಾಂತ್ರಿಕ ಬಿಡ್ ತೆರೆಯುವ ದಿನಾಂಕ: 26-03-2025 ರಂದು ಸಂಜೆ 5.30 ಗಂಟೆಗೆ. ಆರ್ಥಿಕ ಬಿಡ್ ತೆರೆಯುವ ದಿನಾಂಕ: 28-03-2025 ರಂದು 11.00 ಗಂಟೆಗೆ. [371, 703, 686, 728]
cell: ಅಮಟೂರ [36, 558, 76, 569]
office-name: ಜಿಲ್ಲಾ ಆರೋಗ್ಯ ಮತ್ತು ಕುಟುಂಬ ಕಲ್ಯಾಣ ಅಧಿಕಾರಿಗಳ ಕಾರ್ಯಾಲಯ ಕೊಪ್ಪಳ. [403, 463, 654, 474]
cell: 2 [36, 941, 57, 972]
cell: ಅಮಟೂರ [36, 591, 76, 602]
office-name: ಪುರಸಭಾ ಕಾರ್ಯಾಲಯ, ಬೇಲೂರು [751, 745, 867, 756]
footer-code: ವಾ.ಸಾ.ಸಂ/ಬೆಂ/ಕೃಉಮಾಸ/5018/2024-25 [705, 323, 802, 330]
works-table [705, 237, 915, 292]
tender-item: 8.ಸಮುದಾಯ ಆರೋಗ್ಯ ಕೇಂದ್ರ ತಾವರಗೇರಾ. ಟೆಂಡರ್ ಅಂದಾಜು ಮೊತ್ತ: 788400.00. ಇ.ಎಂ.ಡಿ ಅಂದಾಜು ಮೊತ್ತ (2.5%): 19710.00. ಟೆಂಡರ್ ನಂಬರ: DHFWS/2024-25/SE1362 [371, 659, 673, 676]
col-header: TENDER VALUE (APPROXIMATE) (RS. IN LAKHS) [222, 893, 285, 917]
notice-title: ಇ-ಪ್ರೊಕ್ಯೂರ್ಮೆಂಟ್ ಅಲ್ಪಾವಧಿ ಟೆಂಡರ್ ಪ್ರಕಟಣೆ ದ್ವಿ-ಲಕೋಟೆ ಪದ್ಧತಿಯಲ್ಲಿ [31, 151, 354, 166]
cn-new-name: SAKINA ABBAS ALI MAGAR [486, 183, 571, 204]
notice-title: ಟೆಂಡರ್ ಪ್ರಕಟಣೆ (ಇ-ಪ್ರೊಕ್ಯೂರ್ಮೆಂಟ್) [701, 791, 917, 805]
notice-title: ಟೆಂಡರ್ ಅಧಿಸೂಚನೆ [701, 536, 917, 551]
ref-date: ದಿ:13/03/2025 [306, 431, 350, 439]
notice-body-2: ಹೆಚ್ಚಿನ ವಿವರಗಳನ್ನು ವೆಬ್‌ಸೈಟ್ ದಿನಾಂಕ:12.03.2025 ರಿಂದ 26.03.2025 ರವರೆಗೆ Website:www.KPPP.Karnataka.gov.in ನಲ್ಲಿ ಪಡೆಯಬಹುದಾಗಿದೆ. e-portal ನಲ್ಲಿ ಟೆಂಡರ್ ಸಲ್ಲಿಸಲು ಕೊನೆಯ ದಿನಾಂಕ:26.03.2025 ರಂದು ಸಂಜೆ 5.30 ಗಂಟೆಯವರೆಗೆ. [371, 362, 686, 391]
signature: ಸಹಿ/- ಹಿರಿಯ ಉಪ ನಿರ್ದೇಶಕರು ಸ್ಥಳೀಯ ಲೆಕ್ಕ ಪರಿಶೋಧನಾ ವರ್ತುಲ, ರಾಯಚೂರು. [464, 397, 685, 406]
signature: ಸಹಿ/- ಮುಖ್ಯ ಆಡಳಿತಾಧಿಕಾರಿಗಳು, ಬೆಳಗಾವಿ ವೈದ್ಯಕೀಯ ವಿಜ್ಞಾನ ಸಂಸ್ಥೆ, ಬೆಳಗಾವಿ [165, 1242, 348, 1250]
cn-new-name: SHAMOON YAKUB SHAIKH [599, 174, 680, 195]
cell: BIMS/GNL/TENDER/TELE RADIOLOGY/CR- 14/2024-25 Date: 17/03/2025 [57, 1082, 142, 1106]
cn-tail: (New Name) Vide affidavit sworn before the notary on 13-03-2025 [371, 203, 464, 229]
notice-body: ಷರತ್ತುಗಳು: ಟೆಂಡರ್ ದಸ್ತಾವೇಜುಗಳನ್ನು ಪಡೆಯಲು ದಿನಾಂಕ: 20/03/2025 ರಂದು ಸಂಜೆ 5.00 ಗಂಟೆಯವರೆಗೆ ಕಾರ್ಯಾಲಯದಲ್ಲಿ ಸಲ್ಲಿಸಬಹುದಾಗಿದೆ. ಹೆಚ್ಚಿನ ಮಾಹಿತಿಗಾಗಿ ಕಛೇರಿ ವೇಳೆಯಲ್ಲಿ ಸಂಪರ್ಕಿಸಬಹುದು. [36, 638, 349, 655]
ref-number: ಸಂಖ್ಯೆ: ಗ್ರಾ.ಪಂ/ಹಿಹ/ಟೆಂಡರ್/ಅಸ್ಥಿರ/2024-25/37 [370, 805, 486, 813]
cell: ಕಾರ್ಯಾದೇಶ ನೀಡಿದ ದಿನದಿಂದ 3 ತಿಂಗಳು [880, 257, 915, 292]
email: E-mail: itstaff_ulb_belur@yahoo.co.in, [747, 760, 871, 768]
